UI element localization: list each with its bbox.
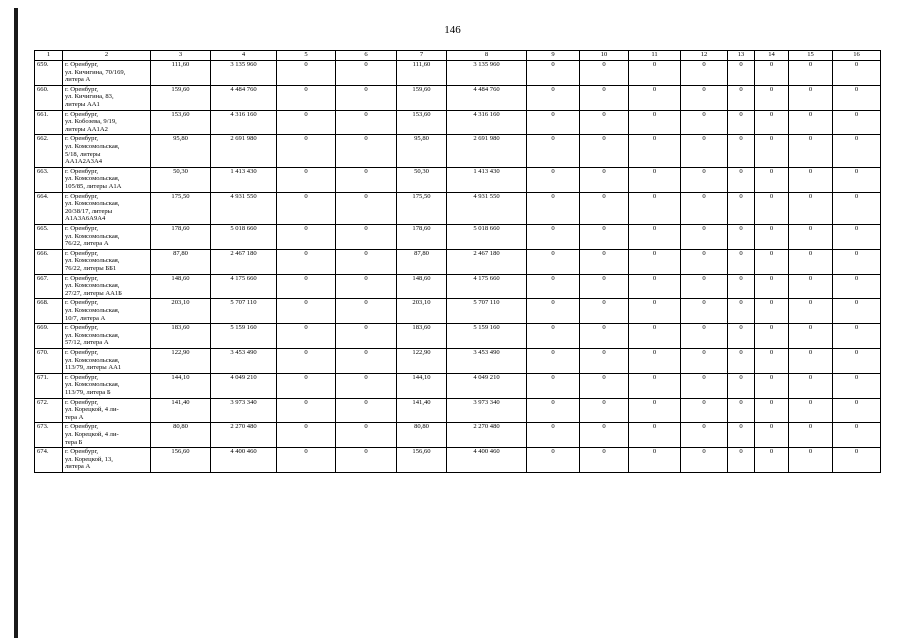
cost-cell: 5 707 110 xyxy=(211,299,277,324)
area-cell: 178,60 xyxy=(397,224,447,249)
cost-cell: 4 175 660 xyxy=(447,274,527,299)
address-cell: г. Оренбург, ул. Комсомольская, 20/38/17, литеры А1А3А6А9А4 xyxy=(63,192,151,224)
value-cell: 0 xyxy=(629,324,681,349)
value-cell: 0 xyxy=(833,324,881,349)
column-header: 13 xyxy=(728,51,755,61)
table-row xyxy=(35,224,881,249)
value-cell: 0 xyxy=(755,110,789,135)
address-cell: г. Оренбург, ул. Кичигина, 70/169, литера А xyxy=(63,61,151,86)
area-cell: 159,60 xyxy=(151,85,211,110)
cost-cell: 4 931 550 xyxy=(447,192,527,224)
column-header: 14 xyxy=(755,51,789,61)
value-cell: 0 xyxy=(755,85,789,110)
value-cell: 0 xyxy=(833,348,881,373)
column-header: 3 xyxy=(151,51,211,61)
cost-cell: 5 018 660 xyxy=(211,224,277,249)
value-cell: 0 xyxy=(336,110,397,135)
value-cell: 0 xyxy=(580,192,629,224)
value-cell: 0 xyxy=(580,167,629,192)
table-row xyxy=(35,299,881,324)
value-cell: 0 xyxy=(789,224,833,249)
value-cell: 0 xyxy=(728,249,755,274)
value-cell: 0 xyxy=(833,224,881,249)
value-cell: 0 xyxy=(789,192,833,224)
value-cell: 0 xyxy=(336,448,397,473)
cost-cell: 4 175 660 xyxy=(211,274,277,299)
value-cell: 0 xyxy=(728,348,755,373)
value-cell: 0 xyxy=(277,224,336,249)
table-row xyxy=(35,373,881,398)
area-cell: 203,10 xyxy=(151,299,211,324)
value-cell: 0 xyxy=(527,224,580,249)
table-row xyxy=(35,61,881,86)
value-cell: 0 xyxy=(580,448,629,473)
value-cell: 0 xyxy=(527,398,580,423)
cost-cell: 3 453 490 xyxy=(447,348,527,373)
value-cell: 0 xyxy=(755,61,789,86)
area-cell: 144,10 xyxy=(151,373,211,398)
value-cell: 0 xyxy=(681,61,728,86)
value-cell: 0 xyxy=(789,299,833,324)
column-header: 9 xyxy=(527,51,580,61)
value-cell: 0 xyxy=(580,373,629,398)
value-cell: 0 xyxy=(629,348,681,373)
value-cell: 0 xyxy=(629,373,681,398)
address-cell: г. Оренбург, ул. Комсомольская, 27/27, литеры АА1Б xyxy=(63,274,151,299)
value-cell: 0 xyxy=(527,299,580,324)
value-cell: 0 xyxy=(277,348,336,373)
value-cell: 0 xyxy=(728,85,755,110)
area-cell: 50,30 xyxy=(151,167,211,192)
area-cell: 178,60 xyxy=(151,224,211,249)
table-row xyxy=(35,274,881,299)
row-number: 670. xyxy=(35,348,63,373)
value-cell: 0 xyxy=(789,85,833,110)
value-cell: 0 xyxy=(629,110,681,135)
cost-cell: 4 316 160 xyxy=(211,110,277,135)
column-header: 8 xyxy=(447,51,527,61)
value-cell: 0 xyxy=(277,274,336,299)
value-cell: 0 xyxy=(629,299,681,324)
address-cell: г. Оренбург, ул. Комсомольская, 105/85, литеры А1А xyxy=(63,167,151,192)
value-cell: 0 xyxy=(755,448,789,473)
address-cell: г. Оренбург, ул. Корецкой, 13, литера А xyxy=(63,448,151,473)
value-cell: 0 xyxy=(833,135,881,167)
value-cell: 0 xyxy=(629,274,681,299)
value-cell: 0 xyxy=(833,299,881,324)
value-cell: 0 xyxy=(336,192,397,224)
address-cell: г. Оренбург, ул. Кичигина, 83, литеры АА1 xyxy=(63,85,151,110)
value-cell: 0 xyxy=(277,249,336,274)
row-number: 663. xyxy=(35,167,63,192)
value-cell: 0 xyxy=(681,167,728,192)
value-cell: 0 xyxy=(527,324,580,349)
value-cell: 0 xyxy=(580,299,629,324)
cost-cell: 2 270 480 xyxy=(211,423,277,448)
area-cell: 80,80 xyxy=(151,423,211,448)
cost-cell: 3 135 960 xyxy=(211,61,277,86)
area-cell: 141,40 xyxy=(397,398,447,423)
area-cell: 153,60 xyxy=(151,110,211,135)
cost-cell: 3 453 490 xyxy=(211,348,277,373)
table-row xyxy=(35,110,881,135)
area-cell: 87,80 xyxy=(397,249,447,274)
table-row xyxy=(35,324,881,349)
value-cell: 0 xyxy=(755,167,789,192)
value-cell: 0 xyxy=(277,192,336,224)
value-cell: 0 xyxy=(681,398,728,423)
cost-cell: 1 413 430 xyxy=(211,167,277,192)
value-cell: 0 xyxy=(728,299,755,324)
cost-cell: 3 973 340 xyxy=(447,398,527,423)
value-cell: 0 xyxy=(580,324,629,349)
area-cell: 80,80 xyxy=(397,423,447,448)
value-cell: 0 xyxy=(527,167,580,192)
row-number: 668. xyxy=(35,299,63,324)
value-cell: 0 xyxy=(527,110,580,135)
value-cell: 0 xyxy=(789,110,833,135)
column-header: 5 xyxy=(277,51,336,61)
page-number: 146 xyxy=(444,24,461,36)
value-cell: 0 xyxy=(336,398,397,423)
area-cell: 95,80 xyxy=(151,135,211,167)
value-cell: 0 xyxy=(580,224,629,249)
value-cell: 0 xyxy=(336,167,397,192)
value-cell: 0 xyxy=(833,192,881,224)
address-cell: г. Оренбург, ул. Комсомольская, 76/22, литеры ББ1 xyxy=(63,249,151,274)
value-cell: 0 xyxy=(789,348,833,373)
value-cell: 0 xyxy=(580,398,629,423)
table-row xyxy=(35,448,881,473)
value-cell: 0 xyxy=(755,299,789,324)
value-cell: 0 xyxy=(728,423,755,448)
value-cell: 0 xyxy=(755,348,789,373)
area-cell: 159,60 xyxy=(397,85,447,110)
value-cell: 0 xyxy=(833,448,881,473)
cost-cell: 4 049 210 xyxy=(211,373,277,398)
area-cell: 183,60 xyxy=(151,324,211,349)
column-header: 4 xyxy=(211,51,277,61)
column-header: 2 xyxy=(63,51,151,61)
value-cell: 0 xyxy=(629,448,681,473)
value-cell: 0 xyxy=(580,423,629,448)
column-header: 6 xyxy=(336,51,397,61)
value-cell: 0 xyxy=(728,110,755,135)
value-cell: 0 xyxy=(277,423,336,448)
column-header: 15 xyxy=(789,51,833,61)
cost-cell: 5 159 160 xyxy=(447,324,527,349)
value-cell: 0 xyxy=(629,423,681,448)
row-number: 661. xyxy=(35,110,63,135)
value-cell: 0 xyxy=(629,135,681,167)
table-body xyxy=(35,61,881,473)
row-number: 669. xyxy=(35,324,63,349)
value-cell: 0 xyxy=(629,249,681,274)
value-cell: 0 xyxy=(336,224,397,249)
row-number: 671. xyxy=(35,373,63,398)
value-cell: 0 xyxy=(527,373,580,398)
address-cell: г. Оренбург, ул. Корецкой, 4 ли- тера А xyxy=(63,398,151,423)
value-cell: 0 xyxy=(728,274,755,299)
value-cell: 0 xyxy=(755,224,789,249)
value-cell: 0 xyxy=(755,373,789,398)
row-number: 659. xyxy=(35,61,63,86)
cost-cell: 4 316 160 xyxy=(447,110,527,135)
value-cell: 0 xyxy=(580,135,629,167)
value-cell: 0 xyxy=(755,324,789,349)
area-cell: 141,40 xyxy=(151,398,211,423)
area-cell: 175,50 xyxy=(151,192,211,224)
cost-cell: 4 931 550 xyxy=(211,192,277,224)
value-cell: 0 xyxy=(277,167,336,192)
value-cell: 0 xyxy=(336,274,397,299)
value-cell: 0 xyxy=(527,61,580,86)
cost-cell: 5 018 660 xyxy=(447,224,527,249)
value-cell: 0 xyxy=(755,192,789,224)
table-row xyxy=(35,135,881,167)
value-cell: 0 xyxy=(833,249,881,274)
area-cell: 95,80 xyxy=(397,135,447,167)
cost-cell: 4 484 760 xyxy=(447,85,527,110)
value-cell: 0 xyxy=(277,61,336,86)
value-cell: 0 xyxy=(580,85,629,110)
value-cell: 0 xyxy=(728,398,755,423)
cost-cell: 5 707 110 xyxy=(447,299,527,324)
value-cell: 0 xyxy=(789,373,833,398)
value-cell: 0 xyxy=(336,324,397,349)
value-cell: 0 xyxy=(728,448,755,473)
value-cell: 0 xyxy=(833,61,881,86)
table-row xyxy=(35,398,881,423)
value-cell: 0 xyxy=(728,135,755,167)
area-cell: 148,60 xyxy=(151,274,211,299)
value-cell: 0 xyxy=(728,167,755,192)
area-cell: 87,80 xyxy=(151,249,211,274)
value-cell: 0 xyxy=(789,324,833,349)
value-cell: 0 xyxy=(277,135,336,167)
cost-cell: 2 270 480 xyxy=(447,423,527,448)
value-cell: 0 xyxy=(833,110,881,135)
cost-cell: 3 135 960 xyxy=(447,61,527,86)
value-cell: 0 xyxy=(681,224,728,249)
column-header: 10 xyxy=(580,51,629,61)
address-cell: г. Оренбург, ул. Комсомольская, 57/12, литера А xyxy=(63,324,151,349)
value-cell: 0 xyxy=(527,448,580,473)
table-row xyxy=(35,85,881,110)
value-cell: 0 xyxy=(728,324,755,349)
address-cell: г. Оренбург, ул. Комсомольская, 10/7, литера А xyxy=(63,299,151,324)
value-cell: 0 xyxy=(629,224,681,249)
value-cell: 0 xyxy=(336,373,397,398)
address-cell: г. Оренбург, ул. Кобозева, 9/19, литеры АА1А2 xyxy=(63,110,151,135)
value-cell: 0 xyxy=(580,348,629,373)
value-cell: 0 xyxy=(681,110,728,135)
value-cell: 0 xyxy=(580,61,629,86)
cost-cell: 2 691 980 xyxy=(447,135,527,167)
row-number: 673. xyxy=(35,423,63,448)
cost-cell: 1 413 430 xyxy=(447,167,527,192)
value-cell: 0 xyxy=(755,423,789,448)
area-cell: 111,60 xyxy=(397,61,447,86)
value-cell: 0 xyxy=(336,249,397,274)
value-cell: 0 xyxy=(629,398,681,423)
address-cell: г. Оренбург, ул. Корецкой, 4 ли- тера Б xyxy=(63,423,151,448)
table-row xyxy=(35,192,881,224)
value-cell: 0 xyxy=(681,448,728,473)
address-cell: г. Оренбург, ул. Комсомольская, 76/22, литера А xyxy=(63,224,151,249)
cost-cell: 5 159 160 xyxy=(211,324,277,349)
register-table xyxy=(34,50,881,473)
column-header: 12 xyxy=(681,51,728,61)
area-cell: 203,10 xyxy=(397,299,447,324)
value-cell: 0 xyxy=(728,224,755,249)
value-cell: 0 xyxy=(629,192,681,224)
value-cell: 0 xyxy=(789,274,833,299)
value-cell: 0 xyxy=(527,274,580,299)
value-cell: 0 xyxy=(755,135,789,167)
value-cell: 0 xyxy=(580,110,629,135)
value-cell: 0 xyxy=(681,249,728,274)
value-cell: 0 xyxy=(789,61,833,86)
value-cell: 0 xyxy=(277,398,336,423)
area-cell: 148,60 xyxy=(397,274,447,299)
column-header: 11 xyxy=(629,51,681,61)
table-row xyxy=(35,249,881,274)
value-cell: 0 xyxy=(629,61,681,86)
value-cell: 0 xyxy=(728,61,755,86)
cost-cell: 2 691 980 xyxy=(211,135,277,167)
area-cell: 156,60 xyxy=(151,448,211,473)
value-cell: 0 xyxy=(336,61,397,86)
value-cell: 0 xyxy=(755,249,789,274)
row-number: 664. xyxy=(35,192,63,224)
value-cell: 0 xyxy=(789,448,833,473)
value-cell: 0 xyxy=(527,348,580,373)
scan-edge-bar xyxy=(14,8,18,638)
value-cell: 0 xyxy=(527,249,580,274)
value-cell: 0 xyxy=(789,398,833,423)
value-cell: 0 xyxy=(789,135,833,167)
column-header: 7 xyxy=(397,51,447,61)
cost-cell: 4 400 460 xyxy=(447,448,527,473)
value-cell: 0 xyxy=(833,423,881,448)
value-cell: 0 xyxy=(789,167,833,192)
area-cell: 175,50 xyxy=(397,192,447,224)
area-cell: 111,60 xyxy=(151,61,211,86)
value-cell: 0 xyxy=(681,274,728,299)
area-cell: 156,60 xyxy=(397,448,447,473)
value-cell: 0 xyxy=(681,324,728,349)
value-cell: 0 xyxy=(833,85,881,110)
area-cell: 183,60 xyxy=(397,324,447,349)
cost-cell: 4 484 760 xyxy=(211,85,277,110)
value-cell: 0 xyxy=(336,85,397,110)
value-cell: 0 xyxy=(681,135,728,167)
value-cell: 0 xyxy=(277,299,336,324)
row-number: 674. xyxy=(35,448,63,473)
row-number: 666. xyxy=(35,249,63,274)
value-cell: 0 xyxy=(789,423,833,448)
cost-cell: 4 400 460 xyxy=(211,448,277,473)
value-cell: 0 xyxy=(580,274,629,299)
value-cell: 0 xyxy=(527,135,580,167)
column-header: 16 xyxy=(833,51,881,61)
value-cell: 0 xyxy=(527,192,580,224)
value-cell: 0 xyxy=(336,348,397,373)
value-cell: 0 xyxy=(681,85,728,110)
value-cell: 0 xyxy=(527,85,580,110)
column-number-row xyxy=(35,51,881,61)
cost-cell: 2 467 180 xyxy=(447,249,527,274)
address-cell: г. Оренбург, ул. Комсомольская, 5/18, литеры АА1А2А3А4 xyxy=(63,135,151,167)
table-row xyxy=(35,423,881,448)
value-cell: 0 xyxy=(789,249,833,274)
column-header: 1 xyxy=(35,51,63,61)
value-cell: 0 xyxy=(681,299,728,324)
value-cell: 0 xyxy=(527,423,580,448)
value-cell: 0 xyxy=(681,373,728,398)
row-number: 667. xyxy=(35,274,63,299)
value-cell: 0 xyxy=(277,85,336,110)
address-cell: г. Оренбург, ул. Комсомольская, 113/79, литеры АА1 xyxy=(63,348,151,373)
value-cell: 0 xyxy=(728,192,755,224)
value-cell: 0 xyxy=(833,373,881,398)
value-cell: 0 xyxy=(277,324,336,349)
value-cell: 0 xyxy=(833,398,881,423)
value-cell: 0 xyxy=(833,167,881,192)
cost-cell: 3 973 340 xyxy=(211,398,277,423)
row-number: 672. xyxy=(35,398,63,423)
row-number: 660. xyxy=(35,85,63,110)
table-row xyxy=(35,348,881,373)
address-cell: г. Оренбург, ул. Комсомольская, 113/79, литера Б xyxy=(63,373,151,398)
value-cell: 0 xyxy=(277,373,336,398)
row-number: 662. xyxy=(35,135,63,167)
area-cell: 122,90 xyxy=(151,348,211,373)
value-cell: 0 xyxy=(681,192,728,224)
value-cell: 0 xyxy=(681,348,728,373)
cost-cell: 4 049 210 xyxy=(447,373,527,398)
area-cell: 144,10 xyxy=(397,373,447,398)
area-cell: 122,90 xyxy=(397,348,447,373)
value-cell: 0 xyxy=(336,423,397,448)
value-cell: 0 xyxy=(336,135,397,167)
value-cell: 0 xyxy=(277,448,336,473)
value-cell: 0 xyxy=(755,398,789,423)
row-number: 665. xyxy=(35,224,63,249)
cost-cell: 2 467 180 xyxy=(211,249,277,274)
value-cell: 0 xyxy=(833,274,881,299)
value-cell: 0 xyxy=(629,85,681,110)
value-cell: 0 xyxy=(681,423,728,448)
table-row xyxy=(35,167,881,192)
value-cell: 0 xyxy=(755,274,789,299)
area-cell: 153,60 xyxy=(397,110,447,135)
value-cell: 0 xyxy=(728,373,755,398)
value-cell: 0 xyxy=(629,167,681,192)
value-cell: 0 xyxy=(336,299,397,324)
value-cell: 0 xyxy=(277,110,336,135)
value-cell: 0 xyxy=(580,249,629,274)
area-cell: 50,30 xyxy=(397,167,447,192)
